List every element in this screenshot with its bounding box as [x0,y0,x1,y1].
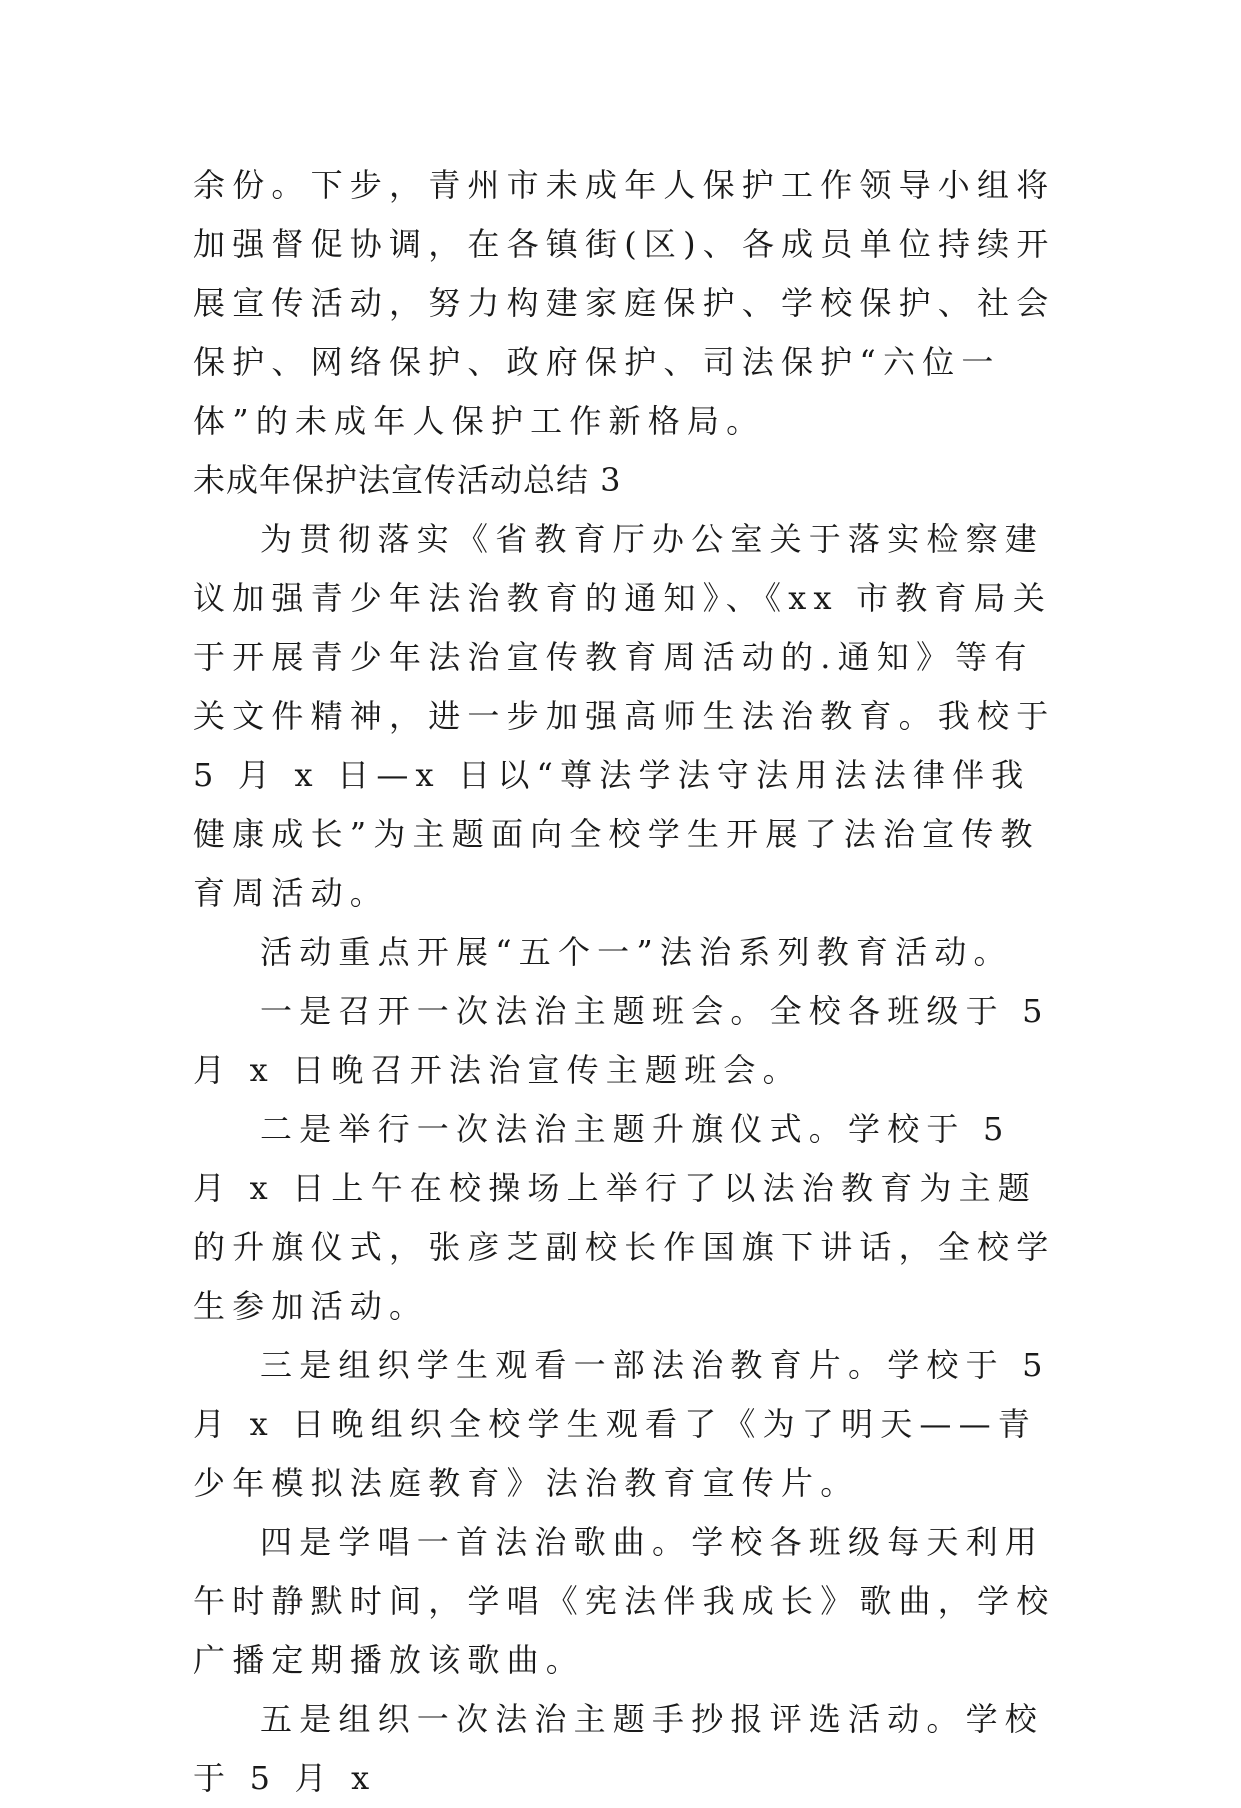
document-body [193,156,1058,1808]
paragraph-intro: 为贯彻落实《省教育厅办公室关于落实检察建议加强青少年法治教育的通知》、《xx 市教育局关于开展青少年法治宣传教育周活动的.通知》等有关文件精神，进一步加强高师生法治教育。我校于 5 月 x 日—x 日以“尊法学法守法用法法律伴我健康成长”为主题面向全校学生开展了法治宣传教育周活动。 [193,520,1056,912]
paragraph-item-5: 五是组织一次法治主题手抄报评选活动。学校于 5 月 x [193,1700,1045,1797]
paragraph-item-2: 二是举行一次法治主题升旗仪式。学校于 5 月 x 日上午在校操场上举行了以法治教育为主题的升旗仪式，张彦芝副校长作国旗下讲话，全校学生参加活动。 [193,1110,1056,1325]
paragraph-item-3: 三是组织学生观看一部法治教育片。学校于 5 月 x 日晚组织全校学生观看了《为了明天——青少年模拟法庭教育》法治教育宣传片。 [193,1346,1050,1502]
paragraph-overview: 活动重点开展“五个一”法治系列教育活动。 [260,933,1013,971]
paragraph-item-1: 一是召开一次法治主题班会。全校各班级于 5 月 x 日晚召开法治宣传主题班会。 [193,992,1050,1089]
section-heading: 未成年保护法宣传活动总结 3 [193,461,622,499]
paragraph-continuation: 余份。下步，青州市未成年人保护工作领导小组将加强督促协调，在各镇街(区)、各成员单位持续开展宣传活动，努力构建家庭保护、学校保护、社会保护、网络保护、政府保护、司法保护“六位一体”的未成年人保护工作新格局。 [193,166,1056,440]
paragraph-item-4: 四是学唱一首法治歌曲。学校各班级每天利用午时静默时间，学唱《宪法伴我成长》歌曲，学校广播定期播放该歌曲。 [193,1523,1056,1679]
